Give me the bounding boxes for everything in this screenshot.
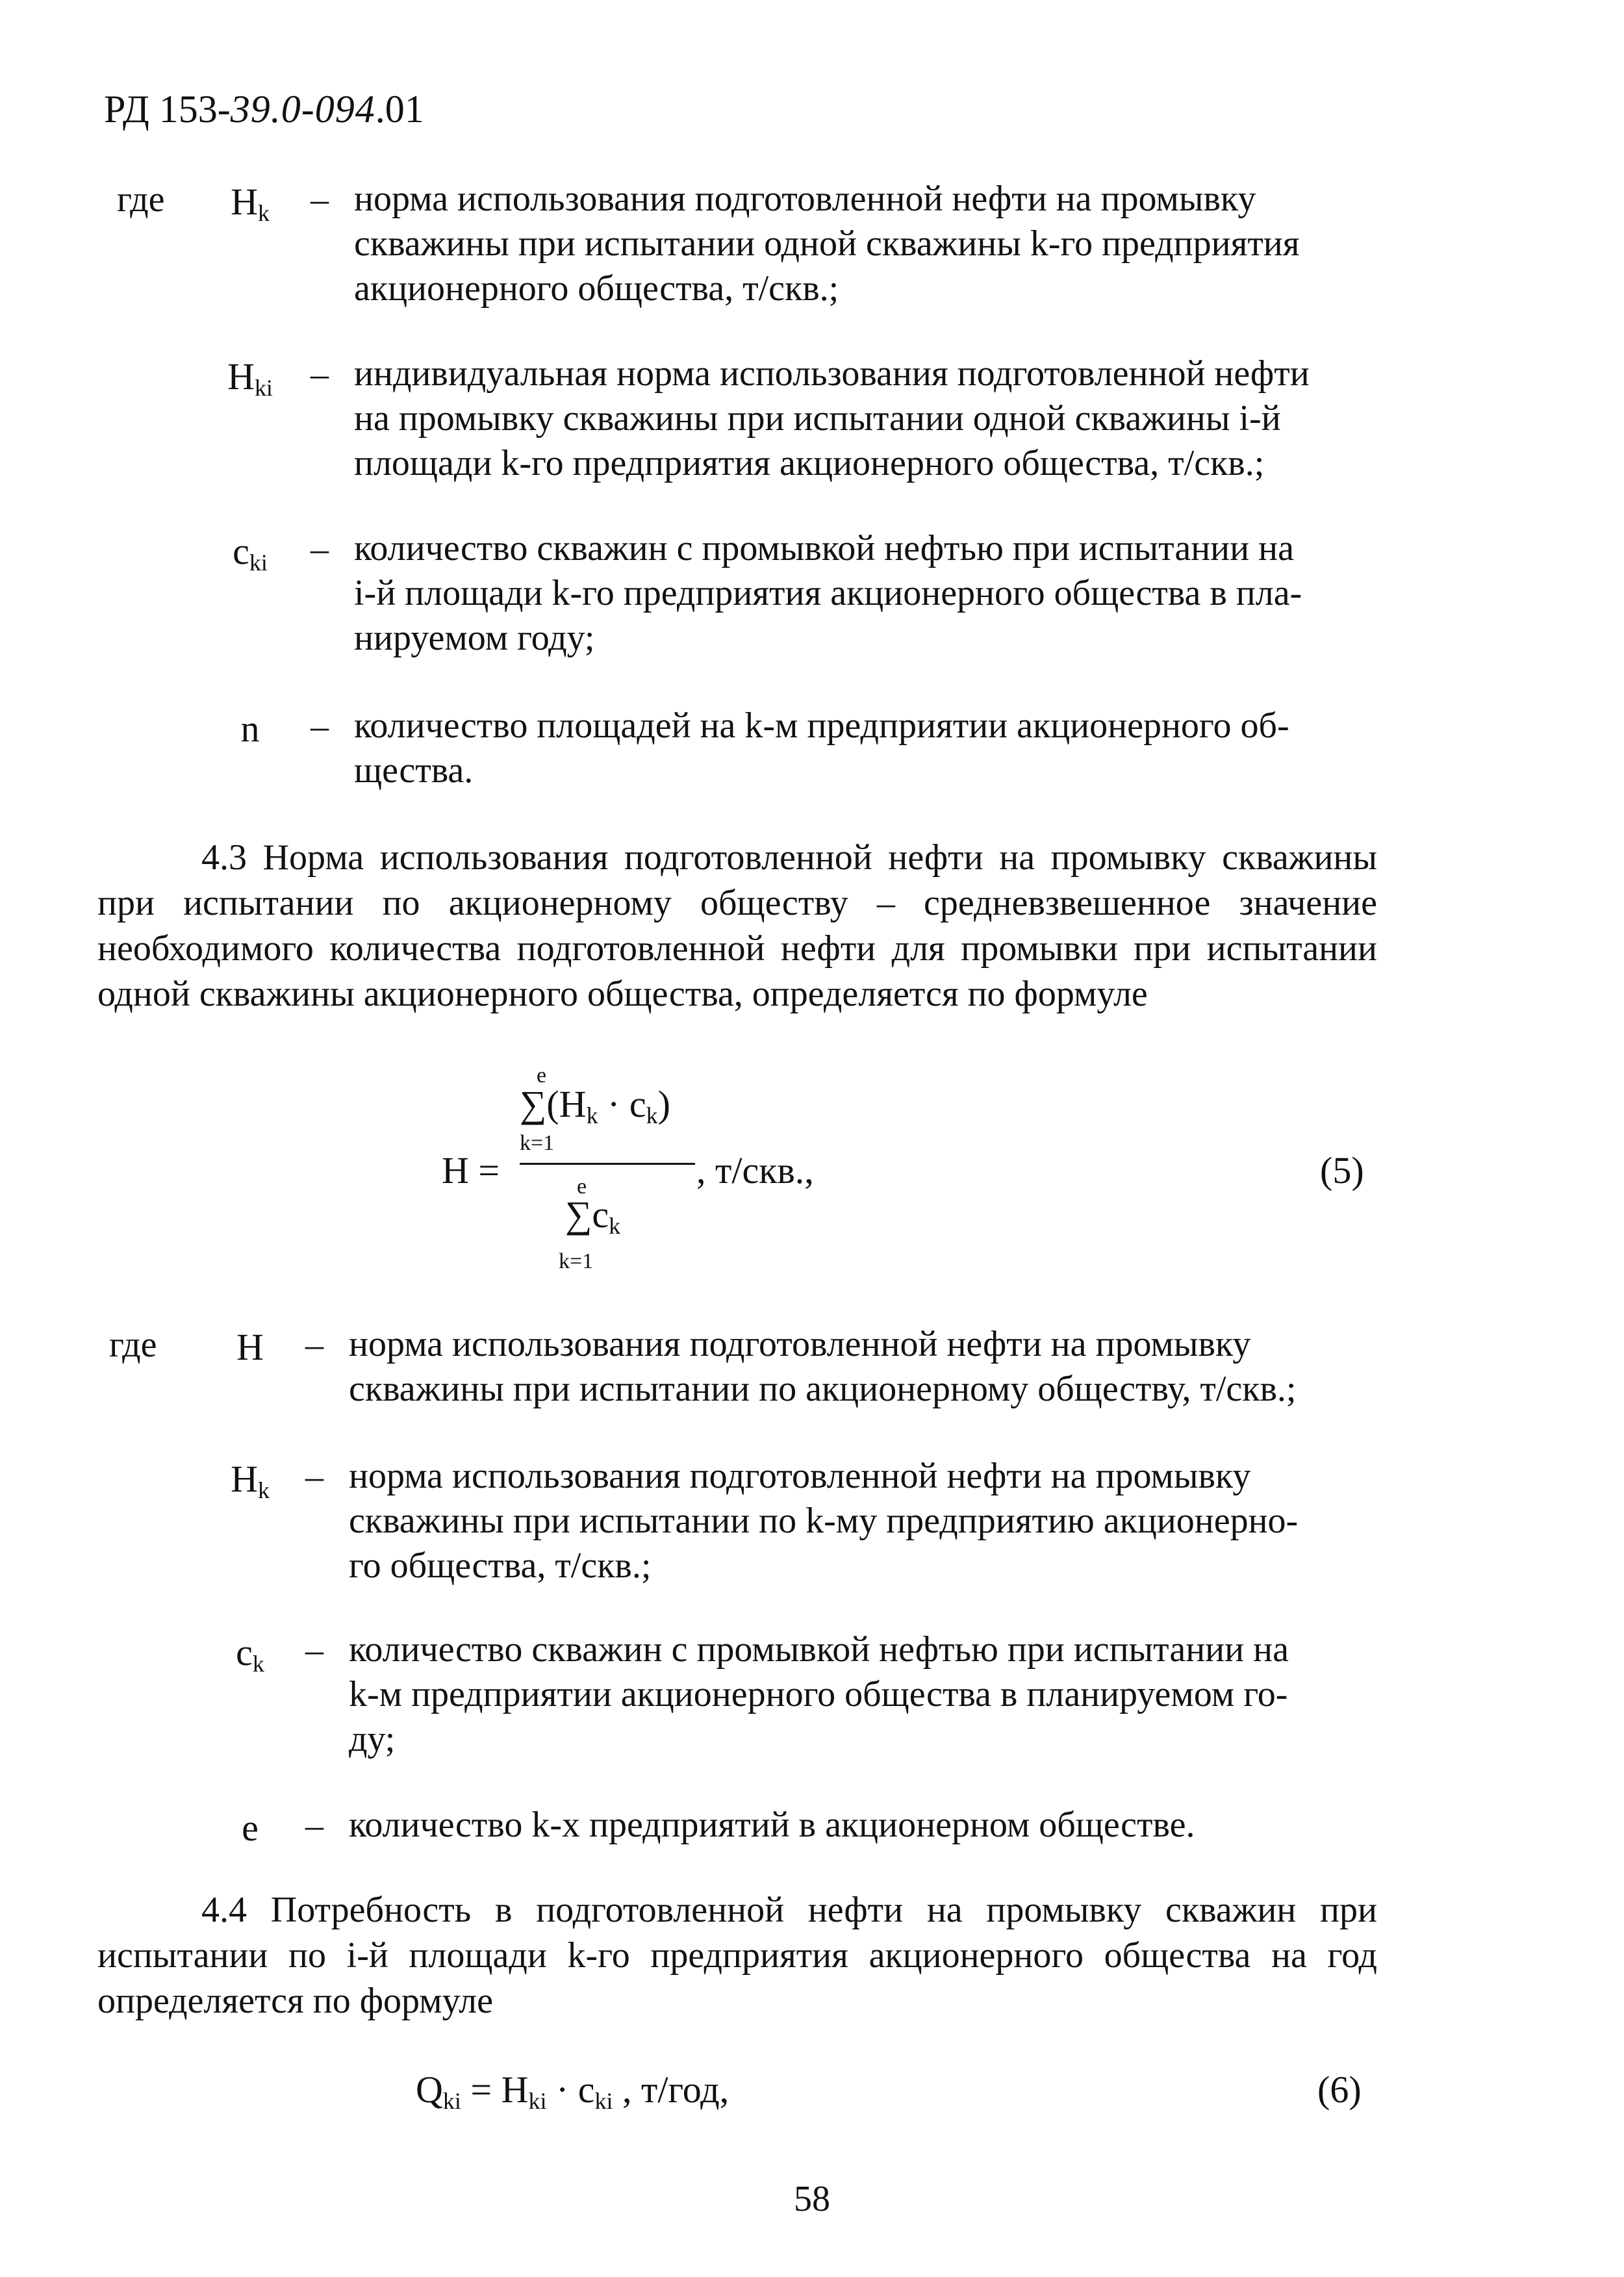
sum-upper-limit: e: [537, 1063, 547, 1088]
definition-dash: –: [305, 1805, 324, 1846]
sum-lower-limit: k=1: [559, 1249, 594, 1273]
definition-symbol: $c_k$: [236, 1631, 264, 1677]
formula-unit: , т/скв.,: [696, 1149, 814, 1191]
document-code-suffix: .01: [375, 88, 424, 131]
formula-lhs: H =: [442, 1149, 500, 1191]
where-label-2: где: [109, 1325, 157, 1365]
definition-dash: –: [311, 706, 329, 746]
paragraph-4-3: 4.3 Норма использования подготовленной нефти на промывку скважины при испытании по акционерному обществу – средневзвешенное значение необходимого количества подготовленной нефти для промывки при испытании одной скважины акционерного общества, определяется по формуле: [97, 837, 1377, 1014]
definition-text: норма использования подготовленной нефти на промывку скважины при испытании по k-му предприятию акционерно- го общества, т/скв.;: [349, 1456, 1299, 1586]
definition-text: норма использования подготовленной нефти на промывку скважины при испытании по акционерному обществу, т/скв.;: [349, 1324, 1297, 1409]
formula-number: (6): [1317, 2068, 1362, 2111]
paragraph-4-4: 4.4 Потребность в подготовленной нефти на промывку скважин при испытании по i-й площади k-го предприятия акционерного общества на год определяется по формуле: [97, 1890, 1377, 2021]
definition-symbol: $H_k$: [231, 1458, 270, 1504]
document-code-handwritten: 39.0-094: [230, 88, 375, 131]
definition-symbol: $H_{ki}$: [227, 355, 273, 401]
sum-lower-limit: k=1: [520, 1131, 555, 1155]
denominator: $\sum c_k$: [565, 1193, 621, 1240]
definition-symbol: H: [236, 1326, 264, 1368]
definition-text: количество k-х предприятий в акционерном обществе.: [349, 1805, 1195, 1845]
sigma-symbol: ∑: [565, 1193, 592, 1236]
document-code: [104, 84, 424, 134]
formula-body: $Q_{ki} = H_{ki} \cdot c_{ki}$ , т/год,: [416, 2068, 730, 2115]
definition-text: индивидуальная норма использования подготовленной нефти на промывку скважины при испытании одной скважины i-й площади k-го предприятия акционерного общества, т/скв.;: [354, 353, 1310, 483]
definition-text: норма использования подготовленной нефти на промывку скважины при испытании одной скважины k-го предприятия акционерного общества, т/скв.;: [354, 179, 1300, 309]
where-label-1: где: [117, 179, 165, 220]
sigma-symbol: ∑: [520, 1083, 547, 1125]
definition-dash: –: [311, 179, 329, 220]
formula-number: (5): [1320, 1149, 1364, 1191]
definition-symbol: n: [240, 707, 260, 750]
definition-text: количество площадей на k-м предприятии акционерного об- щества.: [354, 706, 1289, 791]
page-number: 58: [794, 2179, 830, 2219]
sum-upper-limit: e: [577, 1175, 587, 1199]
definition-symbol: $H_k$: [231, 181, 270, 227]
definition-symbol: e: [242, 1807, 259, 1849]
definition-dash: –: [311, 354, 329, 394]
definition-dash: –: [311, 529, 329, 569]
definition-text: количество скважин с промывкой нефтью при испытании на i-й площади k-го предприятия акционерного общества в пла- нируемом году;: [354, 528, 1302, 658]
definition-dash: –: [305, 1325, 324, 1365]
definition-dash: –: [305, 1457, 324, 1497]
definition-symbol: $c_{ki}$: [233, 530, 268, 576]
definition-text: количество скважин с промывкой нефтью при испытании на k-м предприятии акционерного общества в планируемом го- ду;: [349, 1629, 1289, 1759]
document-code-prefix: РД 153-: [104, 88, 231, 131]
definition-dash: –: [305, 1630, 324, 1670]
fraction-line: [520, 1163, 695, 1165]
numerator: $\sum(H_k \cdot c_k)$: [520, 1083, 670, 1129]
